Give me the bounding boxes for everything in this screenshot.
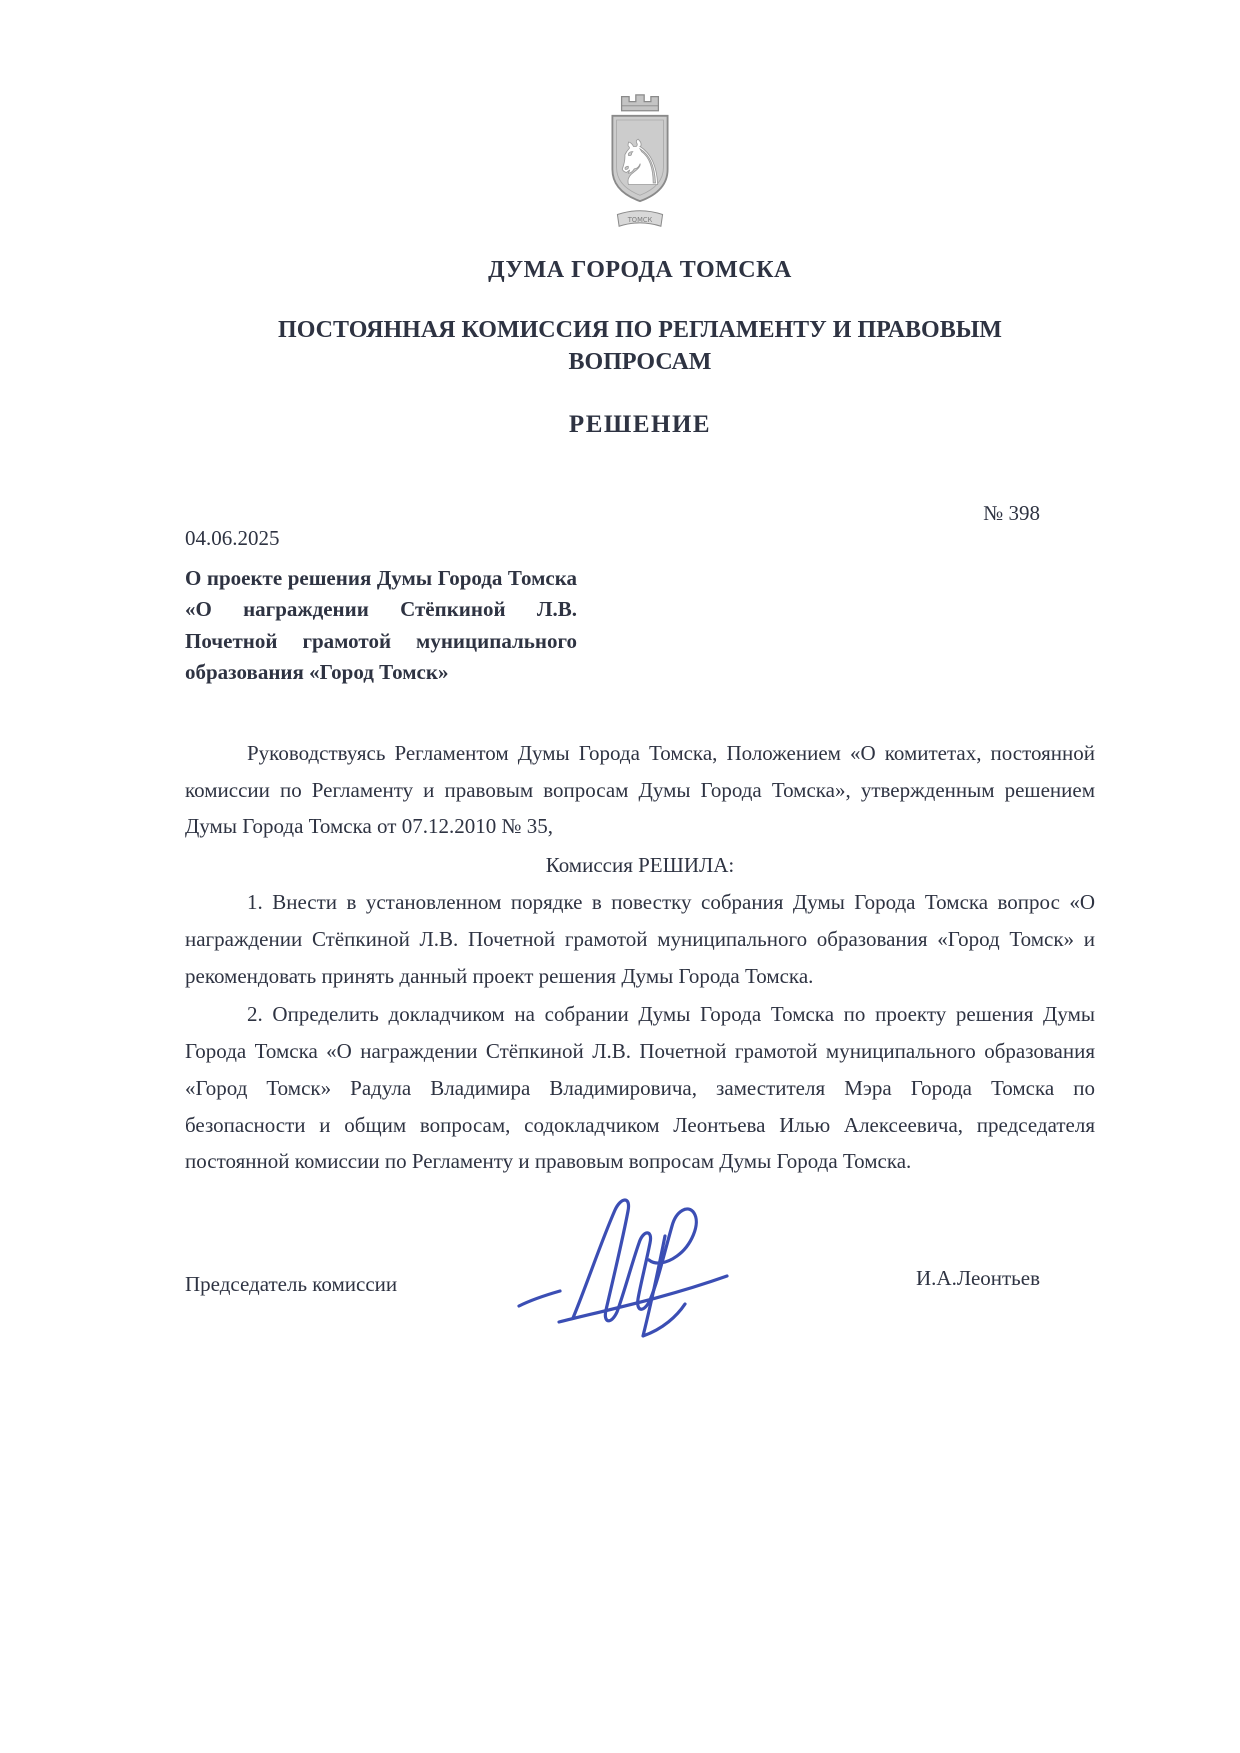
resolution-item-1: 1. Внести в установленном порядке в повестку собрания Думы Города Томска вопрос «О награждении Стёпкиной Л.В. Почетной грамотой муниципального образования «Город Томск» и рекомендовать принять данный проект решения Думы Города Томска. bbox=[185, 890, 1095, 988]
signature-row bbox=[185, 1264, 1095, 1310]
signer-role: Председатель комиссии bbox=[185, 1272, 398, 1297]
doc-date: 04.06.2025 bbox=[185, 525, 280, 550]
signer-name: И.А.Леонтьев bbox=[916, 1266, 1040, 1291]
svg-text:♞: ♞ bbox=[612, 127, 668, 200]
doc-date-row bbox=[185, 526, 1095, 551]
doc-number: № 398 bbox=[983, 500, 1040, 525]
preamble-paragraph: Руководствуясь Регламентом Думы Города Томска, Положением «О комитетах, постоянной комиссии по Регламенту и правовым вопросам Думы Города Томска», утвержденным решением Думы Города Томска от 07.12.2010 № 35, bbox=[185, 740, 1095, 839]
commission-title: ПОСТОЯННАЯ КОМИССИЯ ПО РЕГЛАМЕНТУ И ПРАВОВЫМ ВОПРОСАМ bbox=[278, 317, 1002, 376]
tomsk-coat-of-arms-icon bbox=[594, 88, 686, 244]
doc-number-row bbox=[185, 501, 1095, 526]
doc-type-heading: РЕШЕНИЕ bbox=[568, 410, 712, 438]
emblem-ribbon-text: ТОМСК bbox=[627, 216, 653, 225]
doc-subject: О проекте решения Думы Города Томска «О награждении Стёпкиной Л.В. Почетной грамотой муниципального образования «Город Томск» bbox=[185, 565, 577, 685]
org-title: ДУМА ГОРОДА ТОМСКА bbox=[488, 257, 792, 283]
resolution-item-2: 2. Определить докладчиком на собрании Думы Города Томска по проекту решения Думы Города Томска «О награждении Стёпкиной Л.В. Почетной грамотой муниципального образования «Город Томск» Радула Владимира Владимировича, заместителя Мэра Города Томска по безопасности и общим вопросам, содокладчиком Леонтьева Илью Алексеевича, председателя постоянной комиссии по Регламенту и правовым вопросам Думы Города Томска. bbox=[185, 1002, 1095, 1174]
coat-of-arms-block bbox=[185, 88, 1095, 249]
signature-autograph bbox=[515, 1186, 765, 1346]
resolution-heading: Комиссия РЕШИЛА: bbox=[545, 853, 735, 878]
